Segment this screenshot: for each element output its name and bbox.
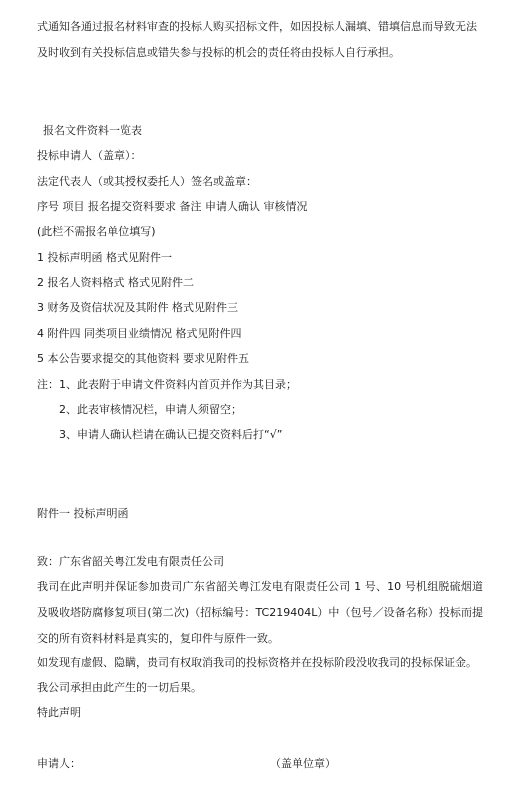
annex1-body-line: 如发现有虚假、隐瞒，贵司有权取消我司的投标资格并在投标阶段没收我司的投标保证金。 <box>37 656 477 669</box>
applicant-signature-label: 申请人： <box>37 757 81 770</box>
checklist-title: 报名文件资料一览表 <box>43 124 142 137</box>
checklist-item: 3 财务及资信状况及其附件 格式见附件三 <box>37 301 238 314</box>
annex1-body-line: 我公司承担由此产生的一切后果。 <box>37 681 202 694</box>
checklist-item: 4 附件四 同类项目业绩情况 格式见附件四 <box>37 327 242 340</box>
checklist-note: 2、此表审核情况栏，申请人须留空； <box>59 403 242 416</box>
checklist-note: 3、申请人确认栏请在确认已提交资料后打“√” <box>59 428 283 441</box>
intro-line-1: 式通知各通过报名材料审查的投标人购买招标文件，如因投标人漏填、错填信息而导致无法 <box>37 20 477 33</box>
legal-rep-line: 法定代表人（或其授权委托人）签名或盖章： <box>37 175 257 188</box>
annex1-recipient: 致：广东省韶关粤江发电有限责任公司 <box>37 555 224 568</box>
checklist-note: 注：1、此表附于申请文件资料内首页并作为其目录； <box>37 378 297 391</box>
seal-label: （盖单位章） <box>270 757 336 770</box>
annex1-closing: 特此声明 <box>37 706 81 719</box>
applicant-seal-line: 投标申请人（盖章）： <box>37 149 142 162</box>
checklist-item: 5 本公告要求提交的其他资料 要求见附件五 <box>37 352 249 365</box>
checklist-item: 1 投标声明函 格式见附件一 <box>37 251 172 264</box>
intro-line-2: 及时收到有关投标信息或错失参与投标的机会的责任将由投标人自行承担。 <box>37 46 400 59</box>
checklist-item: 2 报名人资料格式 格式见附件二 <box>37 276 194 289</box>
annex1-body-paragraph: 我司在此声明并保证参加贵司广东省韶关粤江发电有限责任公司 1 号、10 号机组脱硫烟道及吸收塔防腐修复项目(第二次)（招标编号：TC219404L）中（包号／设备名称）投标而提交的所有资料材料是真实的，复印件与原件一致。 <box>37 580 483 645</box>
checklist-columns: 序号 项目 报名提交资料要求 备注 申请人确认 审核情况 <box>37 200 308 213</box>
checklist-note-blank: (此栏不需报名单位填写) <box>37 225 156 238</box>
annex1-heading: 附件一 投标声明函 <box>37 507 129 520</box>
